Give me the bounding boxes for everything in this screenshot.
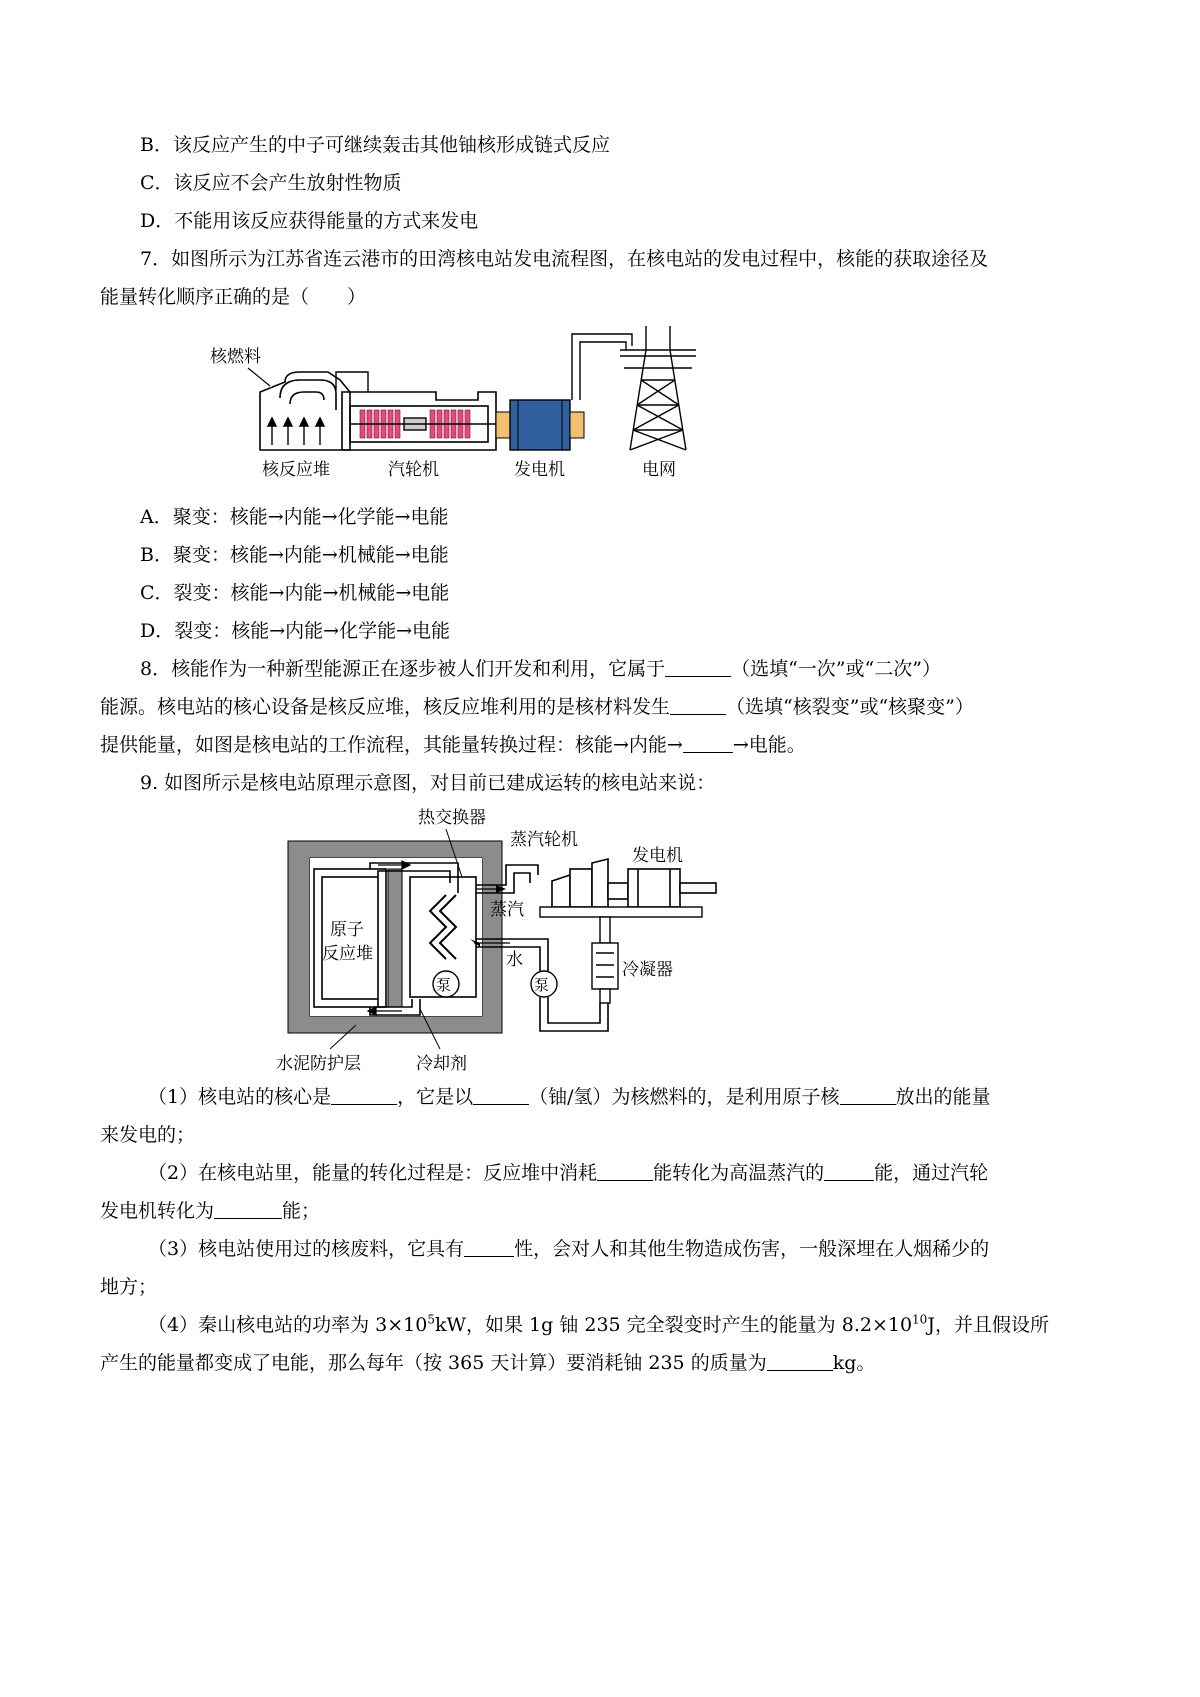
fig2-label-coolant: 冷却剂 [416, 1054, 467, 1074]
fig2-label-steam: 蒸汽 [490, 900, 524, 920]
q9-p2-text-a: （2）在核电站里，能量的转化过程是：反应堆中消耗 [148, 1162, 598, 1184]
q8-blank-2[interactable] [670, 694, 726, 715]
q9-p4-text-d: 产生的能量都变成了电能，那么每年（按 365 天计算）要消耗铀 235 的质量为 [100, 1352, 767, 1374]
q9-p4-text-b: kW，如果 1g 铀 235 完全裂变时产生的能量为 8.2×10 [434, 1314, 913, 1336]
fig2-label-generator: 发电机 [632, 846, 683, 866]
wire-2 [580, 342, 626, 400]
q9-p1-blank-2[interactable] [473, 1084, 529, 1105]
fig2-label-heat-exchanger: 热交换器 [418, 808, 486, 828]
q9-part4-line1 [148, 1311, 1049, 1339]
q9-p1-text-b: ，它是以 [397, 1086, 474, 1108]
fig1-label-fuel: 核燃料 [210, 347, 261, 367]
fig2-label-condenser: 冷凝器 [622, 960, 673, 980]
turbine-base [540, 907, 702, 917]
fig2-label-reactor-top: 原子 [330, 920, 364, 940]
turbine-shaft [350, 418, 500, 430]
q9-p4-exponent-1: 5 [427, 1312, 435, 1327]
q9-p2-blank-1[interactable] [597, 1160, 653, 1181]
q8-text-3b: →电能。 [732, 734, 806, 756]
q6-option-c: C．该反应不会产生放射性物质 [140, 172, 402, 194]
q9-p2-blank-2[interactable] [824, 1160, 874, 1181]
fig2-label-steam-turbine: 蒸汽轮机 [510, 830, 578, 850]
q6-option-d: D．不能用该反应获得能量的方式来发电 [140, 210, 479, 232]
fig1-label-generator: 发电机 [514, 460, 565, 480]
fig2-label-shield: 水泥防护层 [276, 1054, 361, 1074]
q9-p3-text-b: 性，会对人和其他生物造成伤害，一般深埋在人烟稀少的 [514, 1238, 990, 1260]
q7-figure [200, 320, 720, 485]
q8-text-1a: 8．核能作为一种新型能源正在逐步被人们开发和利用，它属于 [140, 658, 666, 680]
fig1-label-grid: 电网 [642, 460, 676, 480]
separator-wall [388, 869, 402, 1007]
q9-stem: 9. 如图所示是核电站原理示意图，对目前已建成运转的核电站来说： [140, 772, 716, 794]
q8-text-2b: （选填“核裂变”或“核聚变”） [726, 696, 974, 718]
fuel-pointer [248, 368, 270, 386]
q9-part2-line1 [148, 1159, 988, 1187]
q9-p2-text-c: 能，通过汽轮 [874, 1162, 989, 1184]
q9-part1-line2: 来发电的； [100, 1124, 196, 1146]
q9-p3-text-a: （3）核电站使用过的核废料，它具有 [148, 1238, 465, 1260]
q7-stem-line1: 7．如图所示为江苏省连云港市的田湾核电站发电流程图，在核电站的发电过程中，核能的获取途径及 [140, 248, 989, 270]
q8-text-3a: 提供能量，如图是核电站的工作流程，其能量转换过程：核能→内能→ [100, 734, 683, 756]
fig1-label-turbine: 汽轮机 [388, 460, 439, 480]
q9-p1-text-d: 放出的能量 [895, 1086, 991, 1108]
q9-p1-text-c: （铀/氢）为核燃料的，是利用原子核 [529, 1086, 840, 1108]
q9-p2-text-b: 能转化为高温蒸汽的 [653, 1162, 825, 1184]
generator-body [496, 400, 584, 450]
q9-p2-text-d: 发电机转化为 [100, 1200, 215, 1222]
q8-line1 [140, 655, 941, 683]
q8-blank-1[interactable] [665, 656, 731, 677]
condenser-icon [592, 917, 618, 1003]
q9-p4-text-e: kg。 [832, 1352, 876, 1374]
q8-line3 [100, 731, 806, 759]
steam-turbine [552, 859, 628, 907]
q9-part1-line1 [148, 1083, 991, 1111]
q9-p4-exponent-2: 10 [912, 1312, 928, 1327]
q9-p1-text-a: （1）核电站的核心是 [148, 1086, 332, 1108]
q9-p1-blank-1[interactable] [331, 1084, 397, 1105]
q9-figure [270, 803, 740, 1078]
q7-option-a: A．聚变：核能→内能→化学能→电能 [140, 506, 449, 528]
q7-option-c: C．裂变：核能→内能→机械能→电能 [140, 582, 450, 604]
q9-p4-blank-1[interactable] [767, 1350, 833, 1371]
q9-part3-line2: 地方； [100, 1276, 158, 1298]
q9-part3-line1 [148, 1235, 989, 1263]
fig1-label-reactor: 核反应堆 [262, 460, 330, 480]
heat-arrows [268, 418, 324, 445]
q9-p4-text-a: （4）秦山核电站的功率为 3×10 [148, 1314, 428, 1336]
fig2-label-reactor-bottom: 反应堆 [322, 944, 373, 964]
q6-option-b: B．该反应产生的中子可继续轰击其他铀核形成链式反应 [140, 134, 610, 156]
wire-1 [572, 334, 632, 400]
fig2-label-pump-primary: 泵 [436, 976, 452, 994]
q8-blank-3[interactable] [683, 732, 733, 753]
q9-part4-line2 [100, 1349, 875, 1377]
q7-option-d: D．裂变：核能→内能→化学能→电能 [140, 620, 450, 642]
fig2-label-pump-secondary: 泵 [534, 976, 550, 994]
fig2-label-water: 水 [506, 950, 523, 970]
q7-stem-line2: 能量转化顺序正确的是（ ） [100, 286, 367, 308]
q8-text-2a: 能源。核电站的核心设备是核反应堆，核反应堆利用的是核材料发生 [100, 696, 671, 718]
generator-icon [628, 869, 716, 907]
q9-p2-text-e: 能； [282, 1200, 321, 1222]
q8-line2 [100, 693, 974, 721]
q9-p3-blank-1[interactable] [464, 1236, 514, 1257]
q9-p4-text-c: J，并且假设所 [927, 1314, 1049, 1336]
q7-option-b: B．聚变：核能→内能→机械能→电能 [140, 544, 449, 566]
q8-text-1b: （选填“一次”或“二次”） [731, 658, 941, 680]
q9-part2-line2 [100, 1197, 320, 1225]
q9-p1-blank-3[interactable] [840, 1084, 896, 1105]
q9-p2-blank-3[interactable] [214, 1198, 282, 1219]
